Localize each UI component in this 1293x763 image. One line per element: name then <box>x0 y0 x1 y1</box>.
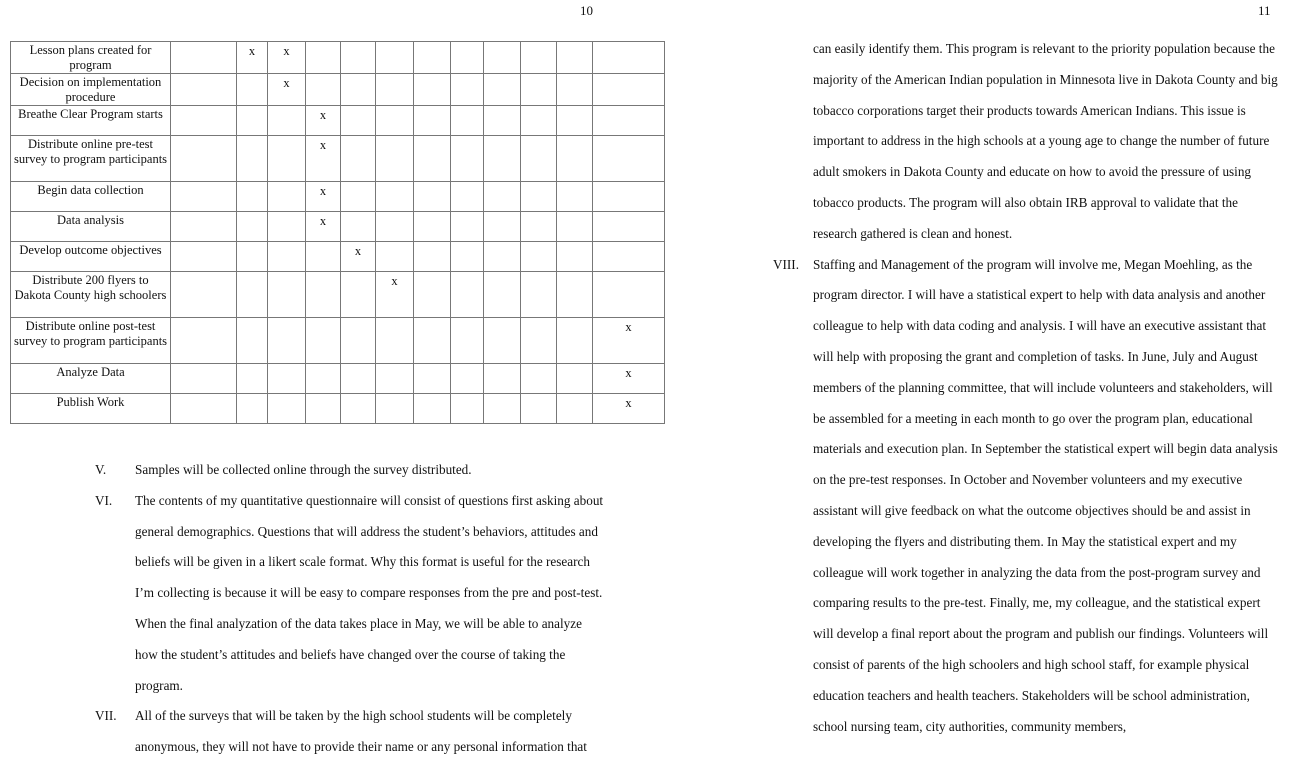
month-cell <box>376 242 414 272</box>
x-mark: x <box>283 44 290 58</box>
month-cell <box>484 394 521 424</box>
month-cell <box>376 272 414 318</box>
month-cell <box>557 272 593 318</box>
month-cell <box>341 212 376 242</box>
section-text: Staffing and Management of the program will involve me, Megan Moehling, as the program director. I will have a statistical expert to help with data analysis and another colleague to help with data coding and analysis. I will have an executive assistant that will help with proposing the grant and completion of tasks. In June, July and August members of the planning committee, that will include volunteers and stakeholders, will be assembled for a meeting in each month to go over the program plan, educational materials and execution plan. In September the statistical expert will begin data analysis on the pre-test responses. In October and November volunteers and my executive assistant will give feedback on what the outcome objectives should be and assist in developing the flyers and distributing them. In May the statistical expert and my colleague will work together in analyzing the data from the post-program survey and comparing results to the pre-test. Finally, me, my colleague, and the statistical expert will develop a final report about the program and publish our findings. Volunteers will consist of parents of the high schoolers and high school staff, for example physical education teachers and health teachers. Stakeholders will be school administration, school nursing team, city authorities, community members, <box>813 256 1278 734</box>
month-cell <box>451 136 484 182</box>
month-cell <box>237 318 268 364</box>
month-cell <box>414 242 451 272</box>
task-cell: Begin data collection <box>11 182 171 212</box>
month-cell <box>341 136 376 182</box>
section-numeral: V. <box>95 462 107 477</box>
month-cell <box>557 106 593 136</box>
month-cell <box>306 74 341 106</box>
table-row <box>11 136 665 182</box>
month-cell <box>484 212 521 242</box>
month-cell <box>171 182 237 212</box>
month-cell <box>593 42 665 74</box>
task-cell: Analyze Data <box>11 364 171 394</box>
task-cell: Distribute online post-test survey to program participants <box>11 318 171 364</box>
month-cell <box>237 74 268 106</box>
month-cell <box>268 242 306 272</box>
month-cell <box>376 106 414 136</box>
month-cell <box>557 212 593 242</box>
month-cell <box>306 106 341 136</box>
month-cell <box>237 136 268 182</box>
month-cell <box>593 272 665 318</box>
month-cell <box>306 182 341 212</box>
month-cell <box>306 364 341 394</box>
x-mark: x <box>319 138 327 152</box>
month-cell <box>268 364 306 394</box>
section-numeral: VII. <box>95 708 117 724</box>
x-mark: x <box>319 214 327 228</box>
month-cell <box>376 74 414 106</box>
month-cell <box>484 242 521 272</box>
month-cell <box>414 272 451 318</box>
month-cell <box>484 272 521 318</box>
month-cell <box>341 394 376 424</box>
month-cell <box>237 42 268 74</box>
month-cell <box>341 42 376 74</box>
task-cell: Breathe Clear Program starts <box>11 106 171 136</box>
x-mark: x <box>391 274 398 288</box>
timeline-table <box>10 41 665 424</box>
month-cell <box>171 42 237 74</box>
month-cell <box>451 242 484 272</box>
month-cell <box>521 318 557 364</box>
continued-paragraph: can easily identify them. This program is relevant to the priority population because the majority of the American Indian population in Minnesota live in Dakota County and big tobacco corporations target their products towards American Indians. This issue is important to address in the high schools at a young age to change the number of future adult smokers in Dakota County and educate on how to avoid the pressure of using tobacco products. The program will also obtain IRB approval to validate that the research gathered is clean and honest. <box>813 41 1278 241</box>
month-cell <box>593 212 665 242</box>
section-numeral: VI. <box>95 492 113 508</box>
month-cell <box>414 318 451 364</box>
month-cell <box>521 212 557 242</box>
month-cell <box>451 74 484 106</box>
month-cell <box>593 106 665 136</box>
month-cell <box>557 74 593 106</box>
month-cell <box>451 272 484 318</box>
month-cell <box>237 394 268 424</box>
month-cell <box>376 212 414 242</box>
table-row <box>11 106 665 136</box>
section-viii <box>773 250 1278 743</box>
section-text: All of the surveys that will be taken by the high school students will be completely anonymous, they will not have to provide their name or any personal information that <box>135 708 587 755</box>
month-cell <box>521 106 557 136</box>
month-cell <box>376 182 414 212</box>
month-cell <box>521 272 557 318</box>
section-vi <box>95 486 605 702</box>
month-cell <box>306 242 341 272</box>
task-cell: Distribute 200 flyers to Dakota County high schoolers <box>11 272 171 318</box>
month-cell <box>306 318 341 364</box>
month-cell <box>171 364 237 394</box>
month-cell <box>376 318 414 364</box>
month-cell <box>557 42 593 74</box>
month-cell <box>268 212 306 242</box>
month-cell <box>376 364 414 394</box>
month-cell <box>521 242 557 272</box>
month-cell <box>593 182 665 212</box>
month-cell <box>414 42 451 74</box>
month-cell <box>341 182 376 212</box>
month-cell <box>171 74 237 106</box>
month-cell <box>171 318 237 364</box>
month-cell <box>171 272 237 318</box>
month-cell <box>268 272 306 318</box>
table-row <box>11 318 665 364</box>
task-cell: Lesson plans created for program <box>11 42 171 74</box>
month-cell <box>484 136 521 182</box>
task-cell: Data analysis <box>11 212 171 242</box>
month-cell <box>341 272 376 318</box>
month-cell <box>171 136 237 182</box>
month-cell <box>306 42 341 74</box>
task-cell: Distribute online pre-test survey to program participants <box>11 136 171 182</box>
month-cell <box>268 318 306 364</box>
month-cell <box>521 42 557 74</box>
month-cell <box>521 364 557 394</box>
month-cell <box>593 242 665 272</box>
month-cell <box>237 272 268 318</box>
x-mark: x <box>319 184 327 198</box>
month-cell <box>171 242 237 272</box>
section-numeral: VIII. <box>773 256 799 272</box>
x-mark: x <box>248 44 256 58</box>
month-cell <box>237 242 268 272</box>
month-cell <box>484 318 521 364</box>
table-row <box>11 74 665 106</box>
month-cell <box>237 212 268 242</box>
month-cell <box>521 394 557 424</box>
month-cell <box>414 74 451 106</box>
month-cell <box>557 136 593 182</box>
month-cell <box>306 136 341 182</box>
table-row <box>11 394 665 424</box>
task-cell: Develop outcome objectives <box>11 242 171 272</box>
section-text: Samples will be collected online through the survey distributed. <box>135 462 472 477</box>
month-cell <box>268 42 306 74</box>
month-cell <box>451 42 484 74</box>
month-cell <box>484 42 521 74</box>
left-page-body <box>95 455 605 763</box>
task-cell: Decision on implementation procedure <box>11 74 171 106</box>
x-mark: x <box>625 366 632 380</box>
month-cell <box>414 182 451 212</box>
month-cell <box>521 182 557 212</box>
month-cell <box>171 394 237 424</box>
x-mark: x <box>625 320 632 334</box>
month-cell <box>268 136 306 182</box>
section-vii <box>95 701 605 763</box>
month-cell <box>593 364 665 394</box>
month-cell <box>451 106 484 136</box>
month-cell <box>306 212 341 242</box>
month-cell <box>557 318 593 364</box>
page-number-right: 11 <box>1258 3 1271 18</box>
month-cell <box>593 136 665 182</box>
month-cell <box>557 394 593 424</box>
month-cell <box>237 106 268 136</box>
month-cell <box>306 272 341 318</box>
month-cell <box>414 394 451 424</box>
month-cell <box>451 318 484 364</box>
month-cell <box>484 182 521 212</box>
month-cell <box>268 394 306 424</box>
right-page-body <box>773 34 1278 742</box>
table-row <box>11 272 665 318</box>
month-cell <box>414 136 451 182</box>
month-cell <box>521 74 557 106</box>
section-text: The contents of my quantitative questionnaire will consist of questions first asking about general demographics. Questions that will address the student’s behaviors, attitudes and beliefs will be given in a likert scale format. Why this format is useful for the research I’m collecting is because it will be easy to compare responses from the pre and post-test. When the final analyzation of the data takes place in May, we will be able to analyze how the student’s attitudes and beliefs have changed over the course of taking the program. <box>135 492 604 693</box>
month-cell <box>306 394 341 424</box>
month-cell <box>451 394 484 424</box>
month-cell <box>376 394 414 424</box>
x-mark: x <box>354 244 362 258</box>
month-cell <box>484 364 521 394</box>
month-cell <box>414 106 451 136</box>
table-row <box>11 42 665 74</box>
month-cell <box>414 212 451 242</box>
month-cell <box>484 106 521 136</box>
table-row <box>11 212 665 242</box>
month-cell <box>451 364 484 394</box>
month-cell <box>484 74 521 106</box>
month-cell <box>557 242 593 272</box>
month-cell <box>341 318 376 364</box>
month-cell <box>593 394 665 424</box>
month-cell <box>268 182 306 212</box>
x-mark: x <box>283 76 290 90</box>
month-cell <box>341 106 376 136</box>
month-cell <box>557 182 593 212</box>
page-number-left: 10 <box>580 3 593 18</box>
x-mark: x <box>319 108 327 122</box>
month-cell <box>521 136 557 182</box>
month-cell <box>341 242 376 272</box>
month-cell <box>341 364 376 394</box>
month-cell <box>268 106 306 136</box>
section-v <box>95 455 605 486</box>
month-cell <box>171 106 237 136</box>
table-row <box>11 242 665 272</box>
month-cell <box>376 136 414 182</box>
table-row <box>11 364 665 394</box>
month-cell <box>593 318 665 364</box>
month-cell <box>341 74 376 106</box>
month-cell <box>451 212 484 242</box>
task-cell: Publish Work <box>11 394 171 424</box>
month-cell <box>237 182 268 212</box>
x-mark: x <box>625 396 632 410</box>
table-row <box>11 182 665 212</box>
month-cell <box>237 364 268 394</box>
month-cell <box>593 74 665 106</box>
month-cell <box>171 212 237 242</box>
month-cell <box>268 74 306 106</box>
month-cell <box>451 182 484 212</box>
month-cell <box>414 364 451 394</box>
month-cell <box>376 42 414 74</box>
month-cell <box>557 364 593 394</box>
